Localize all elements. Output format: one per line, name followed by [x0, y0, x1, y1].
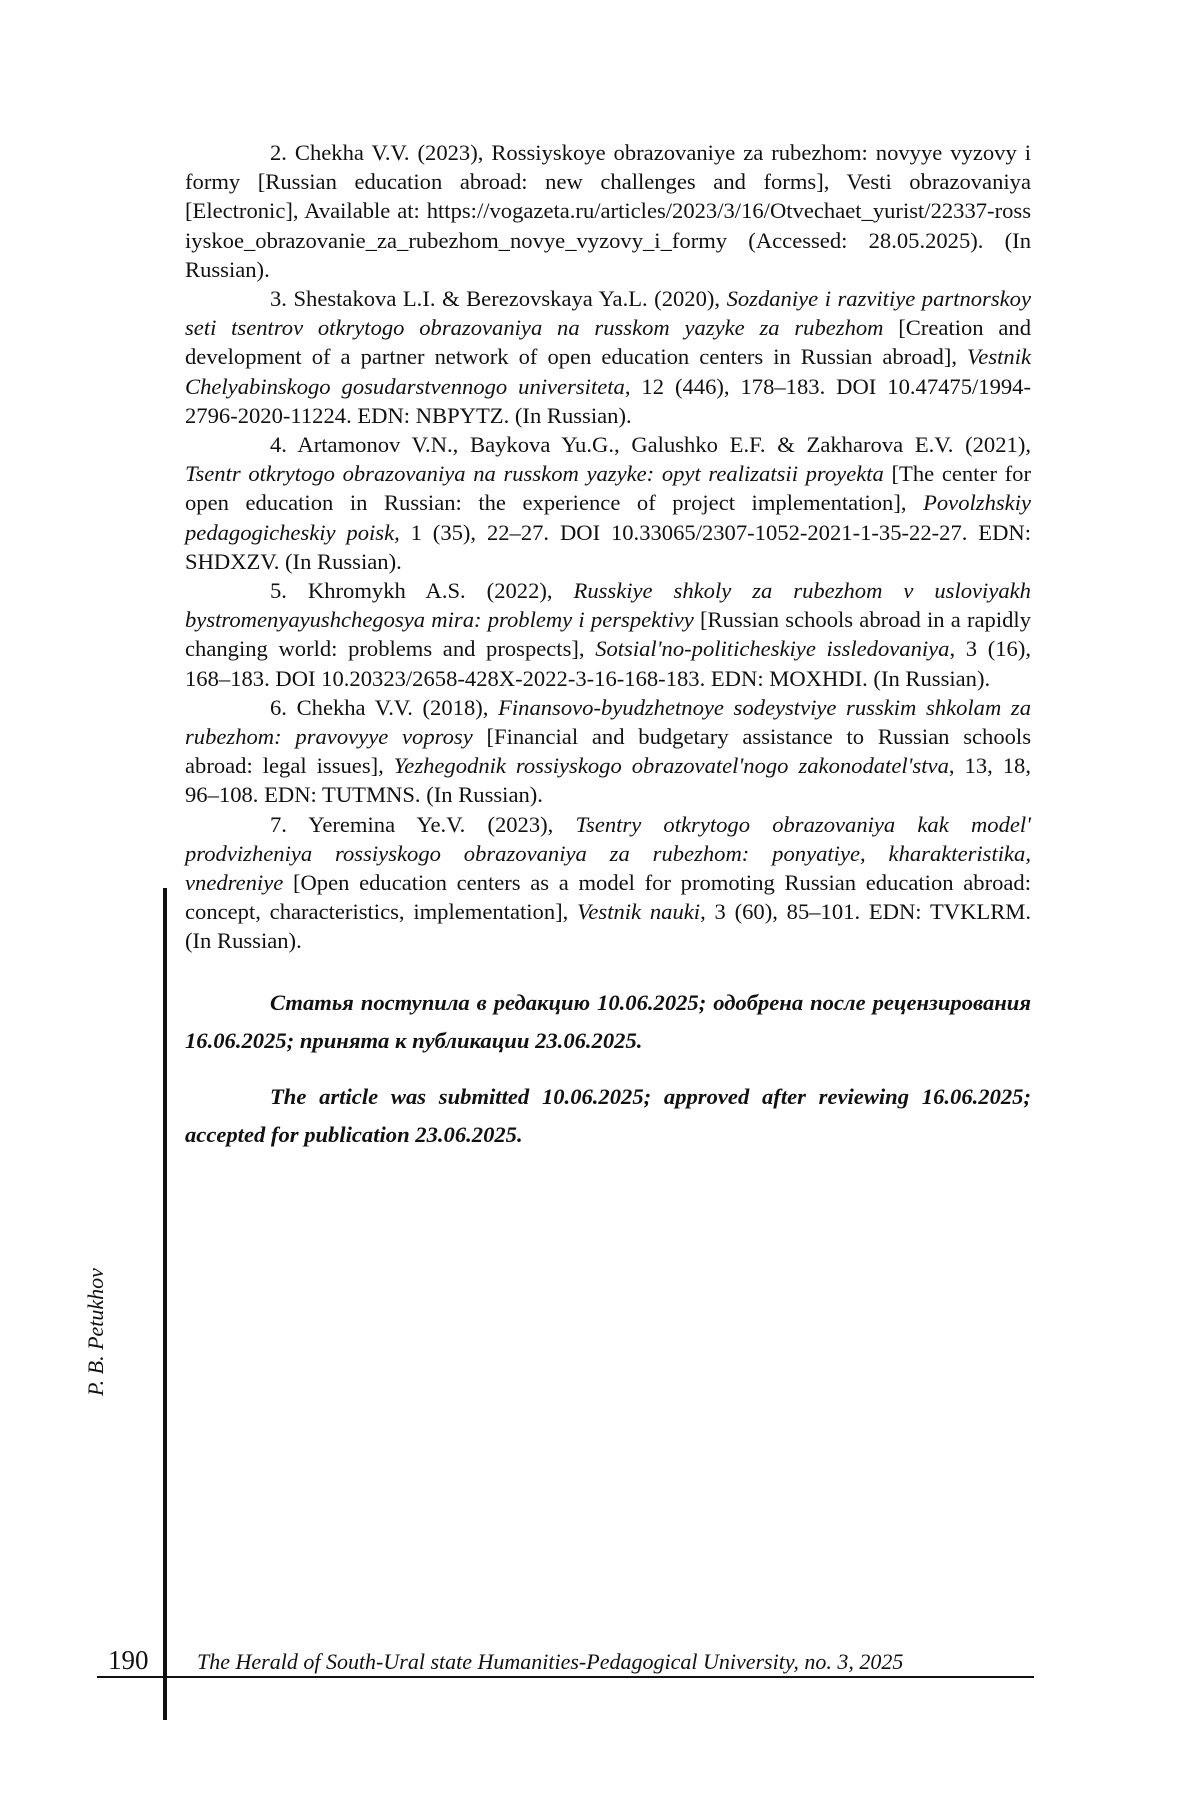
reference-list — [185, 138, 1031, 956]
reference-item — [185, 810, 1031, 956]
reference-title-italic: Tsentry otkrytogo obrazovaniya kak model' prodvizheniya rossiyskogo obrazovaniya za rubezhom: ponyatiye, kharakteristika, vnedreniye — [185, 811, 1032, 896]
reference-text: (Accessed: 28.05.2025). (In Russian). — [185, 227, 1031, 282]
reference-url: https://vogazeta.ru/articles/2023/3/16/Otvechaet_yurist/22337-rossiyskoe_obrazovanie_za_rubezhom_novye_vyzovy_i_formy — [185, 198, 1031, 253]
page-number: 190 — [108, 1645, 149, 1675]
reference-text: 5. Khromykh A.S. (2022), — [270, 578, 574, 604]
reference-text: , 3 (16), 168–183. DOI 10.20323/2658-428X-2022-3-16-168-183. EDN: MOXHDI. (In Russian). — [185, 636, 1031, 691]
reference-text: 7. Yeremina Ye.V. (2023), — [270, 811, 576, 837]
reference-text: , 13, 18, 96–108. EDN: TUTMNS. (In Russian). — [185, 753, 1031, 808]
reference-item — [185, 138, 1031, 284]
reference-item — [185, 284, 1031, 430]
reference-title-italic: Sotsial'no-politicheskiye issledovaniya — [595, 636, 950, 662]
margin-vertical-rule — [163, 888, 167, 1720]
reference-title-italic: Russkiye shkoly za rubezhom v usloviyakh bystromenyayushchegosya mira: problemy i perspektivy — [185, 578, 1031, 633]
reference-text: , 1 (35), 22–27. DOI 10.33065/2307-1052-2021-1-35-22-27. EDN: SHDXZV. (In Russian). — [185, 519, 1031, 574]
reference-item — [185, 576, 1031, 693]
reference-title-italic: Vestnik Chelyabinskogo gosudarstvennogo universiteta — [185, 344, 1031, 399]
reference-item — [185, 430, 1031, 576]
reference-text: [Creation and development of a partner network of open education centers in Russian abroad], — [185, 315, 1031, 370]
footer-horizontal-rule — [97, 1676, 1034, 1678]
reference-text: [The center for open education in Russian: the experience of project implementation], — [185, 461, 1032, 516]
reference-text: , 3 (60), 85–101. EDN: TVKLRM. (In Russian). — [185, 899, 1031, 954]
reference-item — [185, 693, 1031, 810]
reference-title-italic: Sozdaniye i razvitiye partnorskoy seti tsentrov otkrytogo obrazovaniya na russkom yazyke za rubezhom — [185, 286, 1031, 341]
side-author-name: P. B. Petukhov — [83, 1268, 108, 1396]
reference-title-italic: Yezhegodnik rossiyskogo obrazovatel'nogo zakonodatel'stva — [393, 753, 949, 779]
reference-text: , 12 (446), 178–183. DOI 10.47475/1994-2796-2020-11224. EDN: NBPYTZ. (In Russian). — [185, 373, 1031, 428]
reference-text: [Financial and budgetary assistance to Russian schools abroad: legal issues], — [185, 724, 1031, 779]
reference-text: 4. Artamonov V.N., Baykova Yu.G., Galushko E.F. & Zakharova E.V. (2021), — [270, 432, 1031, 458]
reference-text: [Russian schools abroad in a rapidly changing world: problems and prospects], — [185, 607, 1031, 662]
reference-title-italic: Finansovo-byudzhetnoye sodeystviye russkim shkolam za rubezhom: pravovyye voprosy — [185, 694, 1032, 750]
references-text-block — [185, 138, 1031, 1154]
reference-text: 2. Chekha V.V. (2023), Rossiyskoye obrazovaniye za rubezhom: novyye vyzovy i formy [Russian education abroad: new challenges and forms], Vesti obrazovaniya [Electronic], Available at: — [185, 140, 1031, 224]
reference-title-italic: Povolzhskiy pedagogicheskiy poisk — [185, 490, 1031, 545]
reference-title-italic: Tsentr otkrytogo obrazovaniya na russkom yazyke: opyt realizatsii proyekta — [185, 461, 884, 487]
journal-title: The Herald of South-Ural state Humanities-Pedagogical University, no. 3, 2025 — [197, 1649, 904, 1674]
reference-text: 3. Shestakova L.I. & Berezovskaya Ya.L. (2020), — [270, 286, 727, 312]
reference-text: [Open education centers as a model for promoting Russian education abroad: concept, characteristics, implementation], — [185, 870, 1031, 925]
reference-text: 6. Chekha V.V. (2018), — [270, 694, 499, 720]
reference-title-italic: Vestnik nauki — [577, 899, 701, 925]
editorial-note-russian: Статья поступила в редакцию 10.06.2025; одобрена после рецензирования 16.06.2025; принята к публикации 23.06.2025. — [185, 989, 1031, 1053]
editorial-note-english: The article was submitted 10.06.2025; approved after reviewing 16.06.2025; accepted for publication 23.06.2025. — [185, 1083, 1031, 1147]
